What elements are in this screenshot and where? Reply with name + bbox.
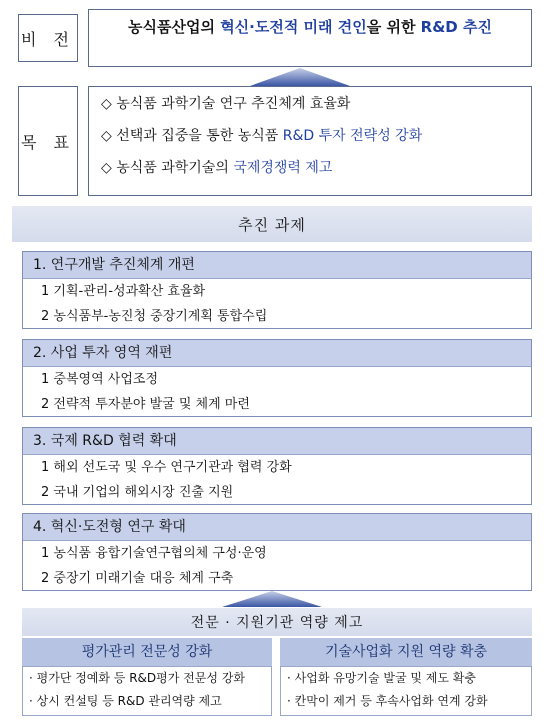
support-item: · 상시 컨설팅 등 R&D 관리역량 제고	[29, 694, 222, 708]
task-title: 1. 연구개발 추진체계 개편	[23, 252, 531, 279]
task-item: 1 기획-관리-성과확산 효율화	[41, 284, 206, 299]
task-card	[22, 427, 532, 505]
task-title: 3. 국제 R&D 협력 확대	[23, 428, 531, 455]
task-card	[22, 251, 532, 329]
support-left-box	[22, 666, 272, 716]
task-item: 1 해외 선도국 및 우수 연구기관과 협력 강화	[41, 460, 292, 475]
vision-text-1: 농식품산업의	[128, 18, 221, 36]
support-right-box	[280, 666, 532, 716]
support-item: · 칸막이 제거 등 후속사업화 연계 강화	[287, 694, 488, 708]
goals-label: 목 표	[18, 86, 78, 196]
support-right-title: 기술사업화 지원 역량 확충	[280, 638, 532, 666]
task-title: 2. 사업 투자 영역 재편	[23, 340, 531, 367]
task-item: 1 중복영역 사업조정	[41, 372, 158, 387]
goal-item: ◇ 선택과 집중을 통한 농식품 R&D 투자 전략성 강화	[101, 128, 423, 144]
task-card	[22, 513, 532, 591]
task-item: 2 국내 기업의 해외시장 진출 지원	[41, 485, 234, 500]
support-left-title: 평가관리 전문성 강화	[22, 638, 272, 666]
vision-text-2: 을 위한	[366, 18, 421, 36]
tasks-header: 추진 과제	[12, 206, 532, 242]
support-item: · 평가단 정예화 등 R&D평가 전문성 강화	[29, 671, 245, 685]
arrow-up-icon	[250, 68, 350, 86]
task-item: 2 전략적 투자분야 발굴 및 체계 마련	[41, 397, 250, 412]
vision-label: 비 전	[18, 14, 78, 62]
goal-item: ◇ 농식품 과학기술의 국제경쟁력 제고	[101, 160, 333, 176]
goals-box	[88, 86, 532, 196]
vision-box	[88, 9, 532, 67]
support-header: 전문 · 지원기관 역량 제고	[22, 608, 532, 636]
support-item: · 사업화 유망기술 발굴 및 제도 확충	[287, 671, 476, 685]
task-card	[22, 339, 532, 417]
task-item: 1 농식품 융합기술연구협의체 구성·운영	[41, 546, 267, 561]
vision-highlight-2: R&D 추진	[420, 18, 492, 36]
vision-highlight-1: 혁신·도전적 미래 견인	[220, 18, 367, 36]
task-item: 2 중장기 미래기술 대응 체계 구축	[41, 571, 234, 586]
goal-item: ◇ 농식품 과학기술 연구 추진체계 효율화	[101, 96, 351, 112]
arrow-up-icon	[222, 591, 322, 607]
task-item: 2 농식품부-농진청 중장기계획 통합수립	[41, 309, 268, 324]
task-title: 4. 혁신·도전형 연구 확대	[23, 514, 531, 541]
